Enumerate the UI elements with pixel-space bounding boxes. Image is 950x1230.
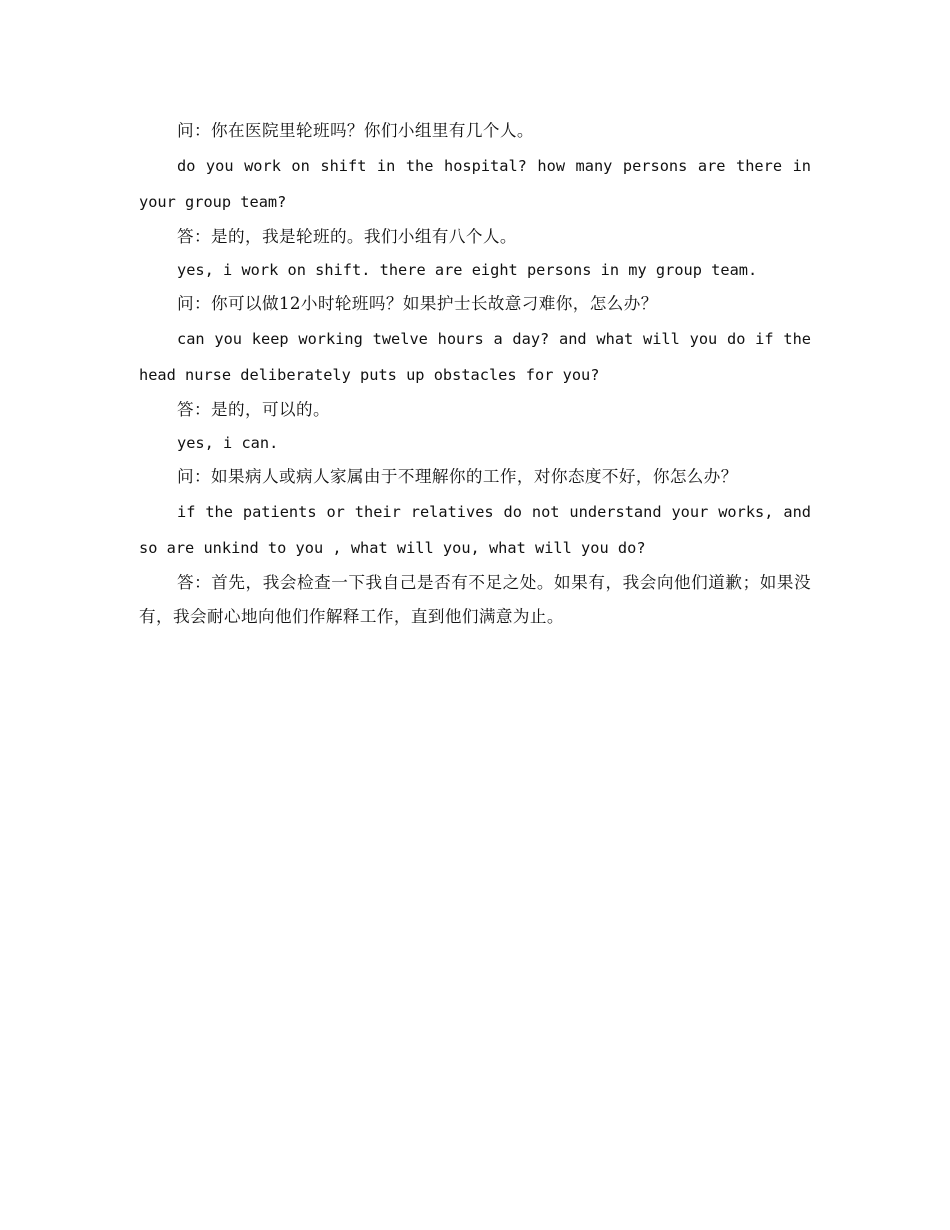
answer-3-cn: 答：首先，我会检查一下我自己是否有不足之处。如果有，我会向他们道歉；如果没有，我会耐心地向他们作解释工作，直到他们满意为止。	[139, 573, 811, 626]
answer-2-en: yes, i can.	[177, 434, 279, 452]
question-1-cn: 问：你在医院里轮班吗？你们小组里有几个人。	[177, 121, 534, 140]
question-2-en: can you keep working twelve hours a day? and what will you do if the head nurse deliberately puts up obstacles for you?	[139, 330, 811, 384]
document-body	[139, 114, 811, 634]
answer-1-en: yes, i work on shift. there are eight persons in my group team.	[177, 261, 758, 279]
question-3-cn: 问：如果病人或病人家属由于不理解你的工作，对你态度不好，你怎么办？	[177, 467, 738, 486]
answer-2-cn: 答：是的，可以的。	[177, 400, 330, 419]
question-3-en: if the patients or their relatives do not understand your works, and so are unkind to you , what will you, what will you do?	[139, 503, 811, 557]
question-1-en: do you work on shift in the hospital? how many persons are there in your group team?	[139, 157, 811, 211]
answer-1-cn: 答：是的，我是轮班的。我们小组有八个人。	[177, 227, 517, 246]
question-2-cn: 问：你可以做12小时轮班吗？如果护士长故意刁难你，怎么办？	[177, 294, 658, 313]
